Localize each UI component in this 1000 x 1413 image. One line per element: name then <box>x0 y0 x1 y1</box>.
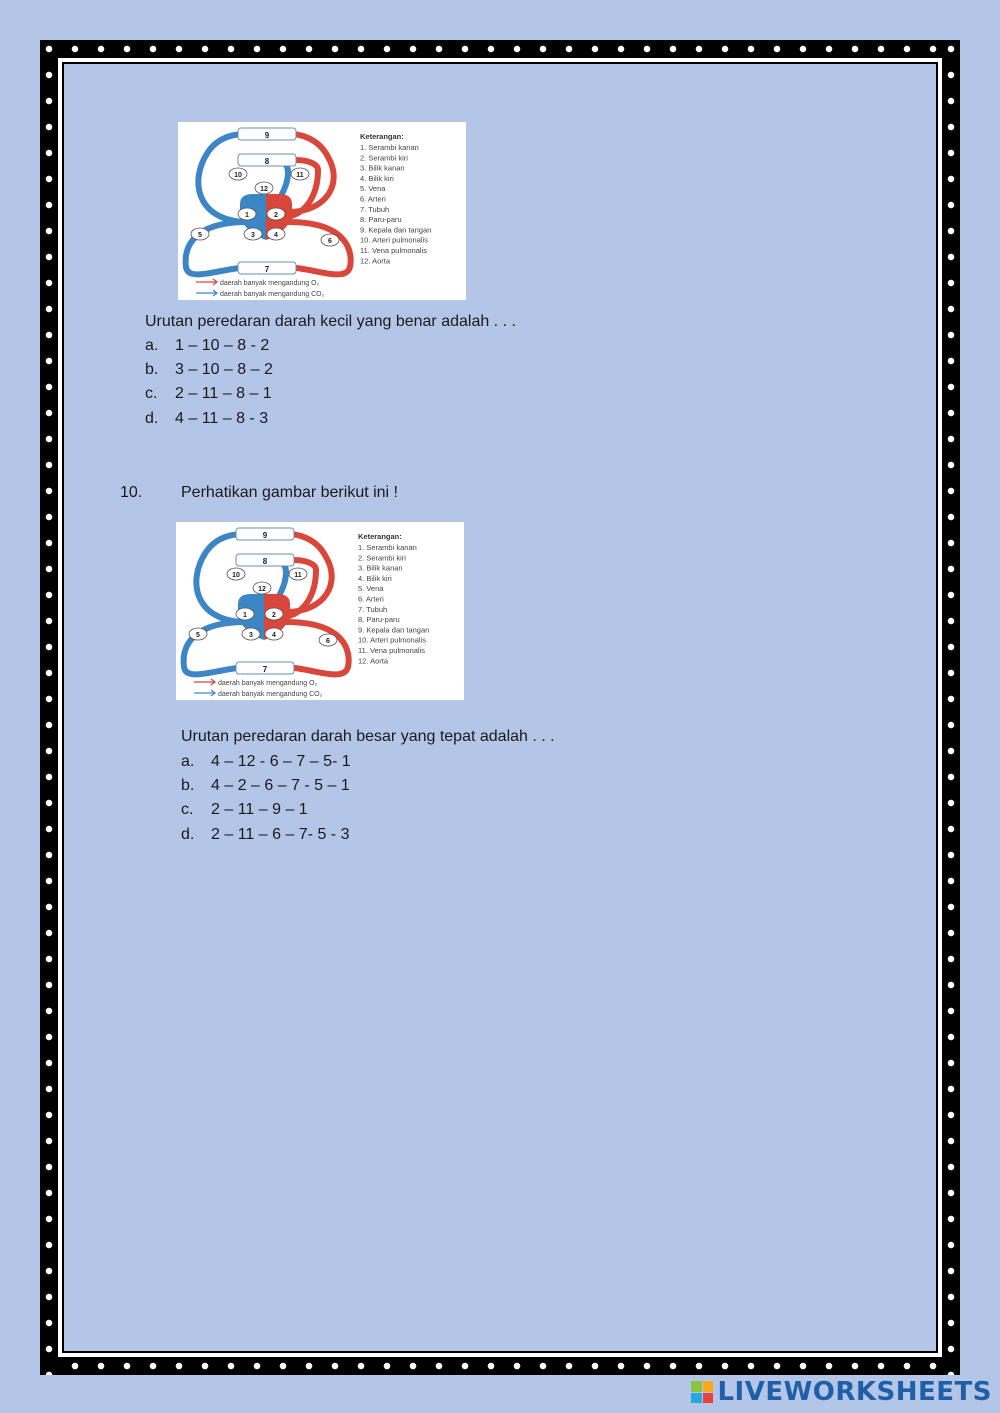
question9-option-d[interactable]: d. 4 – 11 – 8 - 3 <box>145 410 269 427</box>
legend-title: Keterangan: <box>360 132 404 141</box>
legend-item: 7. Tubuh <box>358 604 388 614</box>
legend-title: Keterangan: <box>358 532 402 541</box>
legend-item: 7. Tubuh <box>360 204 390 214</box>
number-label-12: 12 <box>258 586 266 593</box>
organ-box-label-7: 7 <box>264 265 270 274</box>
number-label-11: 11 <box>294 572 302 579</box>
legend-item: 5. Vena <box>360 184 386 194</box>
organ-box-label-9: 9 <box>264 131 270 140</box>
number-label-6: 6 <box>328 238 332 245</box>
question10-option-d[interactable]: d. 2 – 11 – 6 – 7- 5 - 3 <box>181 826 350 843</box>
number-label-1: 1 <box>245 212 249 219</box>
organ-box-label-8: 8 <box>262 557 268 566</box>
number-label-3: 3 <box>249 632 253 639</box>
decorative-border-top <box>40 40 960 58</box>
question9-prompt: Urutan peredaran darah kecil yang benar adalah . . . <box>145 313 516 330</box>
legend-item: 10. Arteri pulmonalis <box>358 635 426 645</box>
legend-item: 9. Kepala dan tangan <box>358 625 430 635</box>
organ-box-label-9: 9 <box>262 531 268 540</box>
number-label-10: 10 <box>232 572 240 579</box>
circulation-diagram-svg <box>176 522 464 700</box>
legend-item: 10. Arteri pulmonalis <box>360 235 428 245</box>
number-label-11: 11 <box>296 172 304 179</box>
question9-option-a[interactable]: a. 1 – 10 – 8 - 2 <box>145 337 270 354</box>
legend-item: 1. Serambi kanan <box>360 143 419 152</box>
circulation-diagram-1 <box>178 122 466 300</box>
legend-item: 12. Aorta <box>360 256 391 266</box>
number-label-10: 10 <box>234 172 242 179</box>
liveworksheets-brand <box>691 1377 992 1407</box>
number-label-5: 5 <box>198 232 202 239</box>
question9-option-b[interactable]: b. 3 – 10 – 8 – 2 <box>145 361 273 378</box>
organ-box-label-7: 7 <box>262 665 268 674</box>
legend-item: 4. Bilik kiri <box>358 573 392 583</box>
decorative-border-right <box>942 40 960 1375</box>
decorative-border-bottom <box>40 1357 960 1375</box>
arteri-body-vessel <box>288 222 351 274</box>
legend-item: 2. Serambi kiri <box>358 553 406 563</box>
circulation-diagram-svg <box>178 122 466 300</box>
brand-name: LIVEWORKSHEETS <box>717 1377 992 1407</box>
number-label-4: 4 <box>272 632 276 639</box>
number-label-12: 12 <box>260 186 268 193</box>
legend-item: 3. Bilik kanan <box>358 563 403 573</box>
question10-instruction: Perhatikan gambar berikut ini ! <box>181 484 398 501</box>
key-co2-label: daerah banyak mengandung CO₂ <box>218 691 323 698</box>
question10-prompt: Urutan peredaran darah besar yang tepat adalah . . . <box>181 728 555 745</box>
number-label-6: 6 <box>326 638 330 645</box>
circulation-diagram-2 <box>176 522 464 700</box>
liveworksheets-logo-icon <box>691 1381 713 1403</box>
legend-item: 12. Aorta <box>358 656 389 666</box>
legend-item: 2. Serambi kiri <box>360 153 408 163</box>
question10-option-c[interactable]: c. 2 – 11 – 9 – 1 <box>181 801 308 818</box>
legend-item: 6. Arteri <box>360 194 386 204</box>
legend-item: 8. Paru-paru <box>358 615 400 625</box>
legend-item: 1. Serambi kanan <box>358 543 417 552</box>
question9-option-c[interactable]: c. 2 – 11 – 8 – 1 <box>145 385 272 402</box>
organ-box-label-8: 8 <box>264 157 270 166</box>
decorative-border-left <box>40 40 58 1375</box>
key-co2-label: daerah banyak mengandung CO₂ <box>220 291 325 298</box>
number-label-1: 1 <box>243 612 247 619</box>
number-label-2: 2 <box>274 212 278 219</box>
number-label-2: 2 <box>272 612 276 619</box>
legend-item: 3. Bilik kanan <box>360 163 405 173</box>
question10-number: 10. <box>120 484 143 501</box>
question10-option-b[interactable]: b. 4 – 2 – 6 – 7 - 5 – 1 <box>181 777 350 794</box>
legend-item: 6. Arteri <box>358 594 384 604</box>
legend-item: 11. Vena pulmonalis <box>360 246 427 255</box>
arteri-body-vessel <box>286 622 349 674</box>
legend-item: 5. Vena <box>358 584 384 594</box>
legend-item: 4. Bilik kiri <box>360 173 394 183</box>
legend-item: 8. Paru-paru <box>360 215 402 225</box>
number-label-5: 5 <box>196 632 200 639</box>
key-oxygen-label: daerah banyak mengandung O₂ <box>220 280 320 287</box>
number-label-3: 3 <box>251 232 255 239</box>
question10-option-a[interactable]: a. 4 – 12 - 6 – 7 – 5- 1 <box>181 753 351 770</box>
key-oxygen-label: daerah banyak mengandung O₂ <box>218 680 318 687</box>
legend-item: 9. Kepala dan tangan <box>360 225 432 235</box>
legend-item: 11. Vena pulmonalis <box>358 646 425 655</box>
number-label-4: 4 <box>274 232 278 239</box>
